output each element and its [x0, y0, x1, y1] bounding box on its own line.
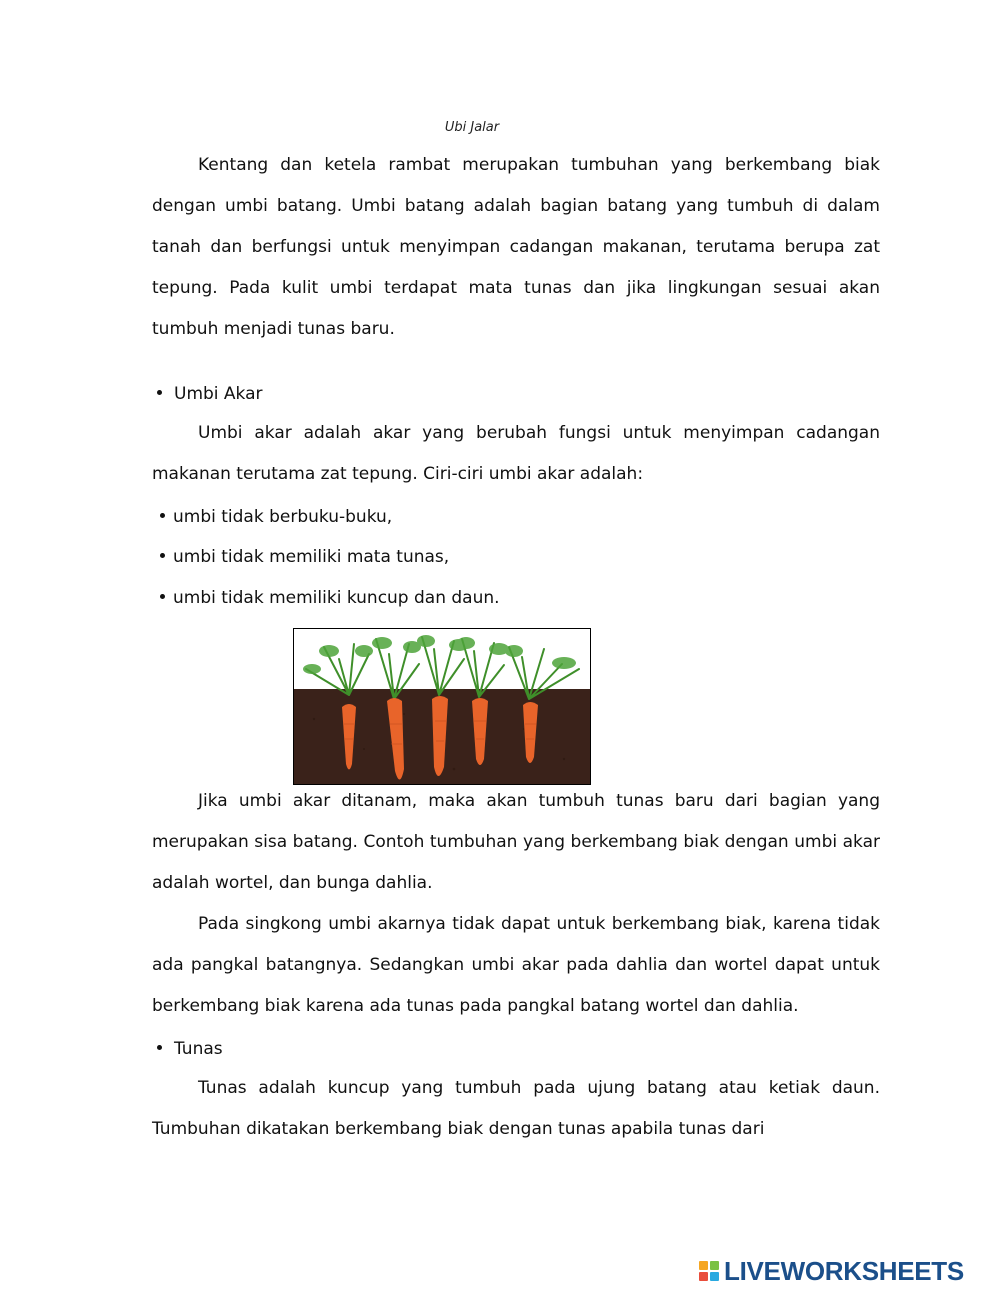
bullet-icon [160, 594, 165, 599]
carrots-illustration [294, 629, 591, 785]
bullet-icon [160, 513, 165, 518]
liveworksheets-logo [699, 1256, 964, 1286]
bullet-icon [157, 1045, 162, 1050]
heading-umbi-akar: Umbi Akar [157, 382, 263, 406]
bullet-icon [157, 390, 162, 395]
list-item: umbi tidak berbuku-buku, [160, 505, 392, 529]
heading-tunas: Tunas [157, 1037, 223, 1061]
list-item: umbi tidak memiliki kuncup dan daun. [160, 586, 500, 610]
paragraph-umbi-akar: Umbi akar adalah akar yang berubah fungsi untuk menyimpan cadangan makanan terutama zat tepung. Ciri-ciri umbi akar adalah: [152, 423, 880, 484]
paragraph-umbi-batang: Kentang dan ketela rambat merupakan tumbuhan yang berkembang biak dengan umbi batang. Umbi batang adalah bagian batang yang tumbuh di dalam tanah dan berfungsi untuk menyimpan cadangan makanan, terutama berupa zat tepung. Pada kulit umbi terdapat mata tunas dan jika lingkungan sesuai akan tumbuh menjadi tunas baru. [152, 155, 880, 339]
logo-text: LIVEWORKSHEETS [724, 1255, 964, 1286]
carrot-image [293, 628, 591, 785]
paragraph-umbi-akar-tanam: Jika umbi akar ditanam, maka akan tumbuh tunas baru dari bagian yang merupakan sisa batang. Contoh tumbuhan yang berkembang biak dengan umbi akar adalah wortel, dan bunga dahlia. [152, 791, 880, 893]
paragraph-tunas: Tunas adalah kuncup yang tumbuh pada ujung batang atau ketiak daun. Tumbuhan dikatakan berkembang biak dengan tunas apabila tunas dari [152, 1078, 880, 1139]
list-item: umbi tidak memiliki mata tunas, [160, 545, 449, 569]
paragraph-singkong: Pada singkong umbi akarnya tidak dapat untuk berkembang biak, karena tidak ada pangkal batangnya. Sedangkan umbi akar pada dahlia dan wortel dapat untuk berkembang biak karena ada tunas pada pangkal batang wortel dan dahlia. [152, 914, 880, 1016]
image-caption: Ubi Jalar [444, 120, 500, 135]
liveworksheets-logo-icon [699, 1261, 719, 1281]
bullet-icon [160, 553, 165, 558]
